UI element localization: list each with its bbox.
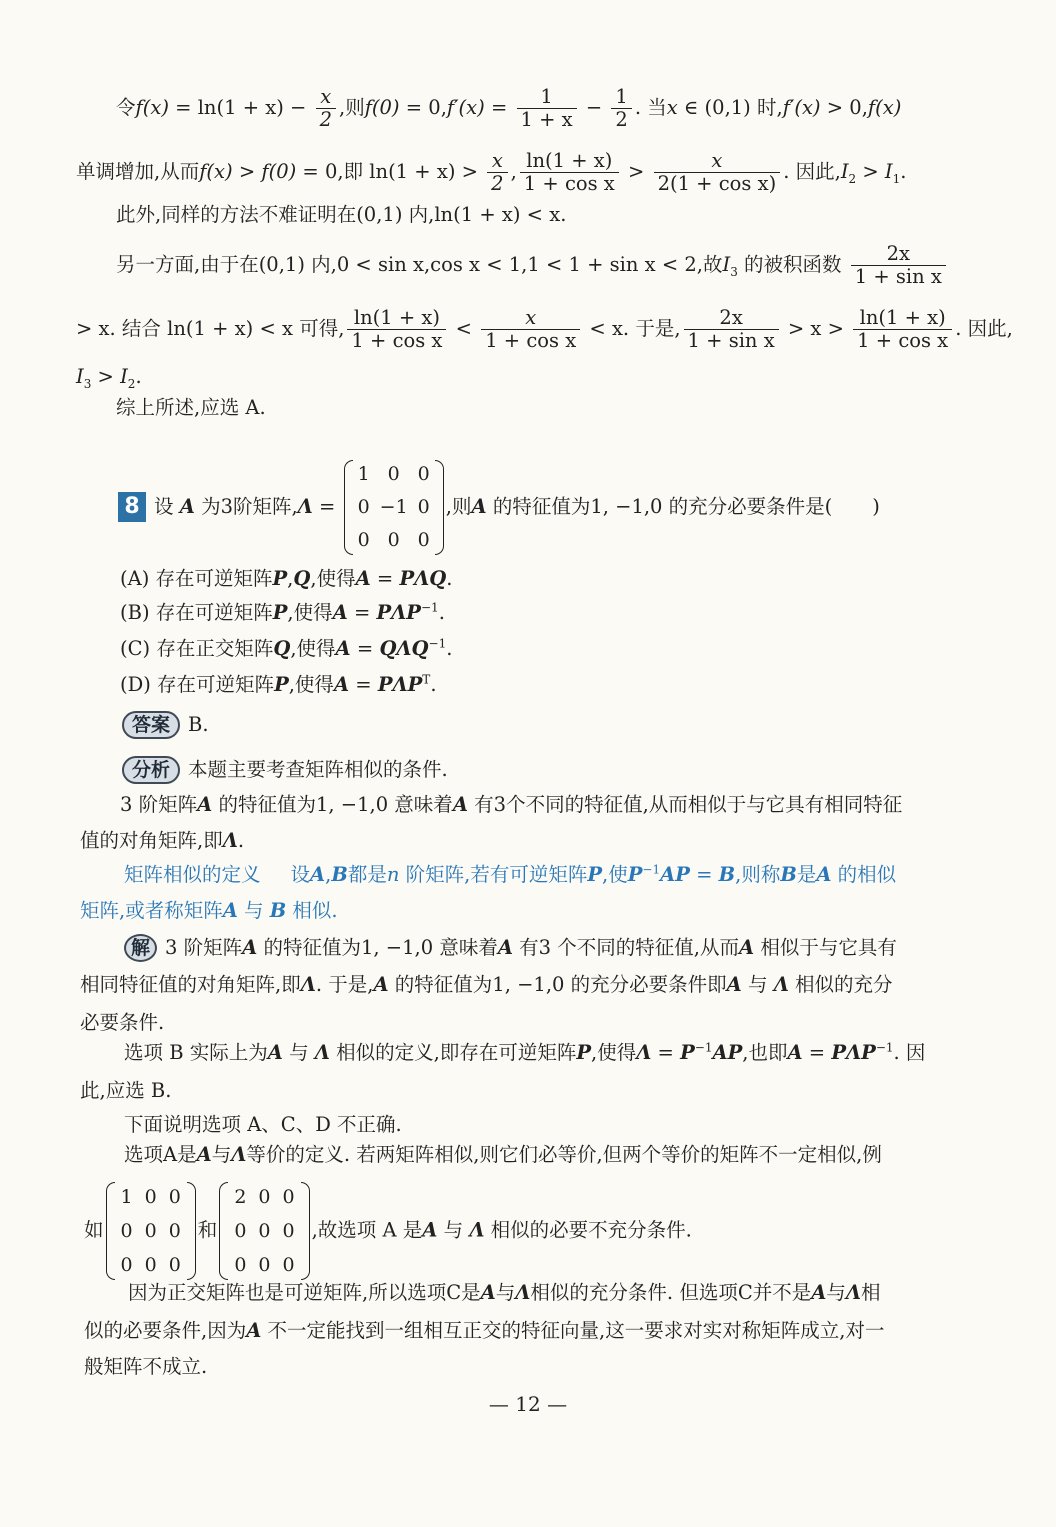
solution-line-7: 选项A是A与Λ等价的定义. 若两矩阵相似,则它们必等价,但两个等价的矩阵不一定相似,例 bbox=[124, 1143, 882, 1166]
matrix-cell: 0 bbox=[168, 1186, 181, 1208]
para-proof-line3: 此外,同样的方法不难证明在(0,1) 内,ln(1 + x) < x. bbox=[116, 203, 567, 226]
matrix-cell: 0 bbox=[282, 1186, 295, 1208]
para-proof-line2: 单调增加,从而f(x) > f(0) = 0,即 ln(1 + x) > $\frac{x}{2}$ , $\frac{\ln(1 + x)}{\text{1 + cos x}}$ > $\frac{x}{\text{2(1 + cos x)}}$ . 因此$,I_2 > I_1$. bbox=[76, 149, 907, 195]
matrix-cell: 0 bbox=[282, 1220, 295, 1242]
analysis-tag: 分析 bbox=[122, 756, 180, 784]
solution-line-1: 解 3 阶矩阵A 的特征值为1, −1,0 意味着A 有3 个不同的特征值,从而A 相似于与它具有 bbox=[124, 934, 897, 962]
matrix-cell: 0 bbox=[282, 1254, 295, 1276]
para-proof-line1: 令f(x) = ln(1 + x) − $\frac{x}{2}$ ,则f(0) = 0,f′(x) = $\frac{1}{1 + x}$ − $\frac{1}{2}$ . 当x ∈ (0,1) 时,f′(x) > 0,f(x) bbox=[116, 85, 902, 131]
matrix-cell: 0 bbox=[258, 1254, 271, 1276]
matrix-cell: 0 bbox=[234, 1254, 247, 1276]
option-d: (D) 存在可逆矩阵P,使得$A = P\Lambda P^T$. bbox=[120, 672, 437, 696]
matrix-cell: 0 bbox=[258, 1186, 271, 1208]
solution-line-6: 下面说明选项 A、C、D 不正确. bbox=[124, 1113, 402, 1136]
matrix-cell: 0 bbox=[144, 1254, 157, 1276]
solution-line-9: 因为正交矩阵也是可逆矩阵,所以选项C是A与Λ相似的充分条件. 但选项C并不是A与Λ相 bbox=[128, 1281, 881, 1304]
question-8: 8 设 A 为3阶矩阵,Λ = 1 0 0 0 −1 0 0 0 0 ,则A 的特征值为1, −1,0 的充分必要条件是( ) bbox=[118, 458, 880, 557]
matrix-cell: 0 bbox=[357, 529, 370, 551]
question-number-badge: 8 bbox=[118, 492, 146, 522]
solution-line-5: 此,应选 B. bbox=[80, 1079, 172, 1102]
matrix-cell: 0 bbox=[357, 496, 370, 518]
matrix-example-1 bbox=[106, 1180, 196, 1282]
matrix-cell: 1 bbox=[357, 463, 370, 485]
matrix-cell: 0 bbox=[417, 529, 430, 551]
para-conclusion: 综上所述,应选 A. bbox=[116, 396, 266, 419]
para-proof-line6: $I_3 > I_2$. bbox=[76, 365, 142, 391]
para-proof-line5: > x. 结合 ln(1 + x) < x 可得, $\frac{\ln(1 + x)}{\text{1 + cos x}}$ < $\frac{x}{\text{1 + cos x}}$ < x. 于是, $\frac{2x}{\text{1 + sin x}}$ > x > $\frac{\ln(1 + x)}{\text{1 + cos x}}$ . 因此, bbox=[76, 306, 1013, 352]
option-c: (C) 存在正交矩阵Q,使得$A = Q\Lambda Q^{-1}$. bbox=[120, 636, 453, 660]
solution-line-2: 相同特征值的对角矩阵,即Λ. 于是,A 的特征值为1, −1,0 的充分必要条件即A 与 Λ 相似的充分 bbox=[80, 973, 893, 996]
option-b: (B) 存在可逆矩阵P,使得$A = P\Lambda P^{-1}$. bbox=[120, 600, 445, 624]
answer-line: 答案 B. bbox=[122, 711, 209, 739]
matrix-example-2 bbox=[219, 1180, 309, 1282]
matrix-cell: 0 bbox=[234, 1220, 247, 1242]
solution-line-8: 如 1 0 0 0 0 0 0 0 0 和 2 0 0 0 0 0 0 0 0 ,故选项 A 是A 与 Λ 相似的必要不充分条件. bbox=[84, 1180, 692, 1282]
lambda-matrix bbox=[344, 458, 444, 557]
page-number: — 12 — bbox=[488, 1392, 568, 1416]
matrix-cell: 0 bbox=[417, 463, 430, 485]
definition-line-1: 矩阵相似的定义 设A,B都是n 阶矩阵,若有可逆矩阵P,使$P^{-1}AP = B$,则称B是A 的相似 bbox=[124, 862, 897, 886]
solution-line-4: 选项 B 实际上为A 与 Λ 相似的定义,即存在可逆矩阵P,使得$\Lambda = P^{-1}AP$,也即$A = P\Lambda P^{-1}$. 因 bbox=[124, 1040, 926, 1064]
matrix-cell: 1 bbox=[120, 1186, 133, 1208]
matrix-cell: 0 bbox=[120, 1254, 133, 1276]
solution-line-3: 必要条件. bbox=[80, 1011, 165, 1034]
answer-tag: 答案 bbox=[122, 711, 180, 739]
definition-line-2: 矩阵,或者称矩阵A 与 B 相似. bbox=[80, 899, 338, 922]
solution-line-10: 似的必要条件,因为A 不一定能找到一组相互正交的特征向量,这一要求对实对称矩阵成立,对一 bbox=[84, 1319, 885, 1342]
matrix-cell: 0 bbox=[168, 1254, 181, 1276]
matrix-cell: 0 bbox=[144, 1220, 157, 1242]
solution-tag: 解 bbox=[124, 934, 157, 962]
matrix-cell: 0 bbox=[387, 463, 400, 485]
matrix-cell: 2 bbox=[234, 1186, 247, 1208]
solution-line-11: 般矩阵不成立. bbox=[84, 1355, 208, 1378]
matrix-cell: 0 bbox=[120, 1220, 133, 1242]
analysis-line: 分析 本题主要考查矩阵相似的条件. bbox=[122, 756, 448, 784]
matrix-cell: −1 bbox=[379, 496, 408, 518]
matrix-cell: 0 bbox=[144, 1186, 157, 1208]
option-a: (A) 存在可逆矩阵P,Q,使得A = PΛQ. bbox=[120, 567, 453, 590]
analysis-text-2: 值的对角矩阵,即Λ. bbox=[80, 829, 245, 852]
matrix-cell: 0 bbox=[168, 1220, 181, 1242]
matrix-cell: 0 bbox=[258, 1220, 271, 1242]
matrix-cell: 0 bbox=[417, 496, 430, 518]
matrix-cell: 0 bbox=[387, 529, 400, 551]
analysis-text-1: 3 阶矩阵A 的特征值为1, −1,0 意味着A 有3个不同的特征值,从而相似于与它具有相同特征 bbox=[120, 793, 903, 816]
para-proof-line4: 另一方面,由于在(0,1) 内,0 < sin x,cos x < 1,1 < 1 + sin x < 2,故$I_3$ 的被积函数 $\frac{2x}{\text{1 + sin x}}$ bbox=[116, 243, 949, 288]
